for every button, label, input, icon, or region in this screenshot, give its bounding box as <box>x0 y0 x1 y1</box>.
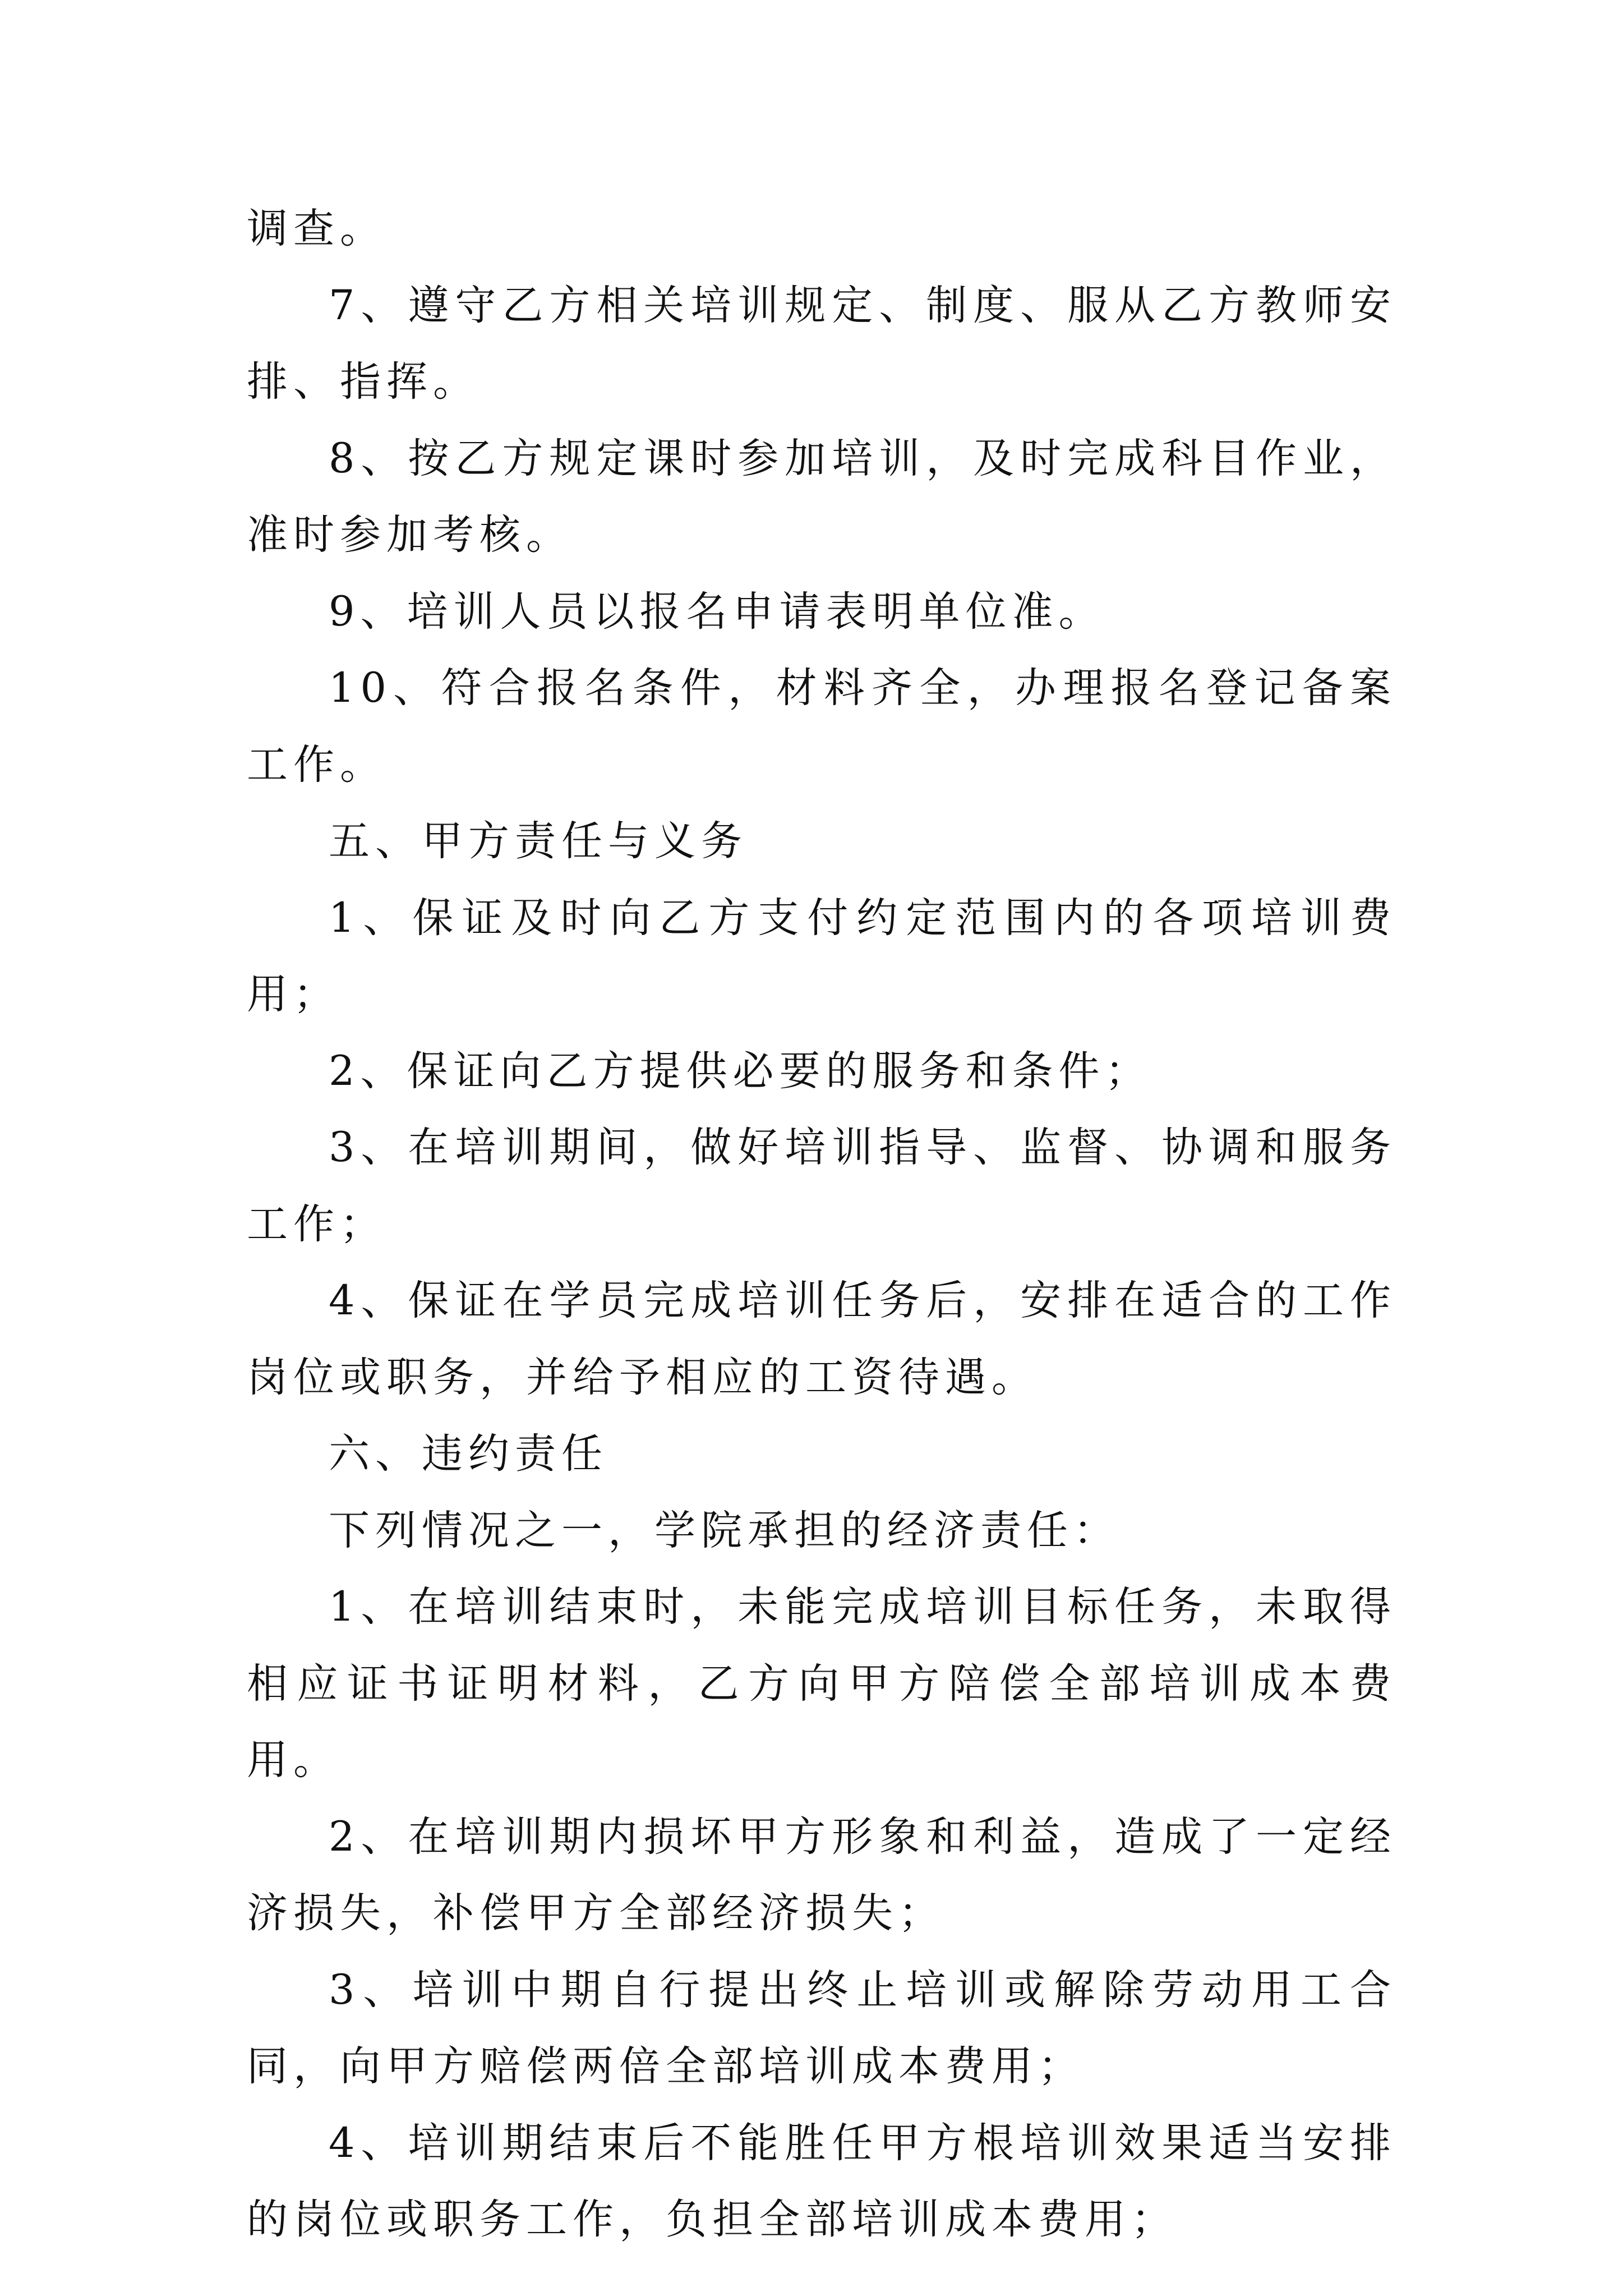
document-body <box>247 191 1396 2258</box>
paragraph-item-10: 10、符合报名条件，材料齐全，办理报名登记备案工作。 <box>247 664 1396 789</box>
paragraph-breach-item-1: 1、在培训结束时，未能完成培训目标任务，未取得相应证书证明材料，乙方向甲方陪偿全部培训成本费用。 <box>247 1583 1396 1784</box>
paragraph-item-7: 7、遵守乙方相关培训规定、制度、服从乙方教师安排、指挥。 <box>247 281 1396 406</box>
paragraph-breach-item-3: 3、培训中期自行提出终止培训或解除劳动用工合同，向甲方赔偿两倍全部培训成本费用； <box>247 1966 1396 2090</box>
paragraph-breach-item-2: 2、在培训期内损坏甲方形象和利益，造成了一定经济损失，补偿甲方全部经济损失； <box>247 1812 1396 1937</box>
paragraph-item-9: 9、培训人员以报名申请表明单位准。 <box>329 587 1105 636</box>
paragraph-party-a-item-4: 4、保证在学员完成培训任务后，安排在适合的工作岗位或职务，并给予相应的工资待遇。 <box>247 1277 1396 1401</box>
paragraph-party-a-item-3: 3、在培训期间，做好培训指导、监督、协调和服务工作； <box>247 1124 1396 1248</box>
paragraph-breach-item-4: 4、培训期结束后不能胜任甲方根培训效果适当安排的岗位或职务工作，负担全部培训成本费用； <box>247 2119 1396 2243</box>
paragraph-continuation: 调查。 <box>247 205 386 252</box>
paragraph-party-a-item-1: 1、保证及时向乙方支付约定范围内的各项培训费用； <box>247 894 1396 1018</box>
section-heading-party-a-duties: 五、甲方责任与义务 <box>329 817 748 865</box>
section-heading-breach: 六、违约责任 <box>329 1430 608 1478</box>
paragraph-breach-intro: 下列情况之一，学院承担的经济责任： <box>329 1506 1120 1554</box>
paragraph-party-a-item-2: 2、保证向乙方提供必要的服务和条件； <box>329 1047 1152 1095</box>
paragraph-item-8: 8、按乙方规定课时参加培训，及时完成科目作业，准时参加考核。 <box>247 434 1396 559</box>
